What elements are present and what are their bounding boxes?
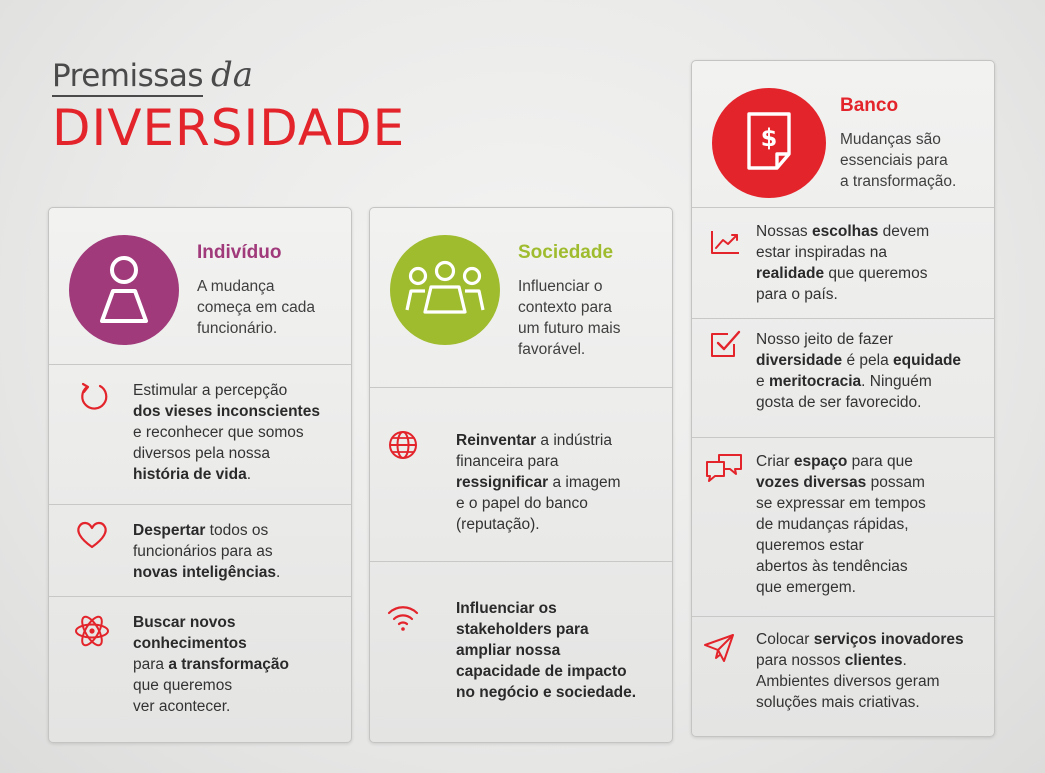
svg-text:$: $ — [760, 123, 778, 152]
text-line — [133, 422, 320, 443]
divider — [692, 207, 994, 208]
text-run: abertos às tendências — [756, 558, 908, 575]
checkbox-icon — [708, 327, 742, 361]
title-diversidade: DIVERSIDADE — [52, 99, 406, 157]
text-run: possam — [866, 474, 925, 491]
text-line — [456, 514, 621, 535]
title-line1 — [52, 55, 405, 97]
bold-run: Buscar novos — [133, 614, 236, 631]
text-run: Colocar — [756, 631, 814, 648]
person-icon — [96, 251, 152, 330]
divider — [49, 364, 351, 365]
text-run: diversos pela nossa — [133, 445, 270, 462]
atom-icon — [73, 612, 111, 650]
divider — [692, 437, 994, 438]
bold-run: ampliar nossa — [456, 642, 561, 659]
chat-bubbles-icon — [704, 451, 744, 485]
bold-run: novas inteligências — [133, 564, 276, 581]
text-run: a imagem — [548, 474, 621, 491]
text-run: financeira para — [456, 453, 559, 470]
divider — [692, 318, 994, 319]
text-run: . — [276, 564, 281, 581]
banco-item-3-text — [756, 629, 964, 713]
text-line — [756, 350, 961, 371]
wifi-icon — [386, 600, 420, 634]
text-run: gosta de ser favorecido. — [756, 394, 922, 411]
text-line — [756, 535, 926, 556]
bold-run: meritocracia — [768, 373, 862, 390]
text-line — [133, 541, 280, 562]
text-run: para — [133, 656, 169, 673]
title-premissas: Premissas — [52, 58, 203, 97]
desc-line: favorável. — [518, 341, 586, 358]
text-run: para o país. — [756, 286, 838, 303]
text-line — [756, 329, 961, 350]
text-line — [456, 493, 621, 514]
text-line — [756, 493, 926, 514]
text-line — [756, 577, 926, 598]
banco-item-1-text — [756, 329, 961, 413]
paper-plane-icon — [702, 631, 736, 665]
text-line — [133, 380, 320, 401]
desc-line: a transformação. — [840, 173, 957, 190]
desc-line: Influenciar o — [518, 278, 603, 295]
text-run: (reputação). — [456, 516, 540, 533]
text-line — [133, 696, 289, 717]
text-run: todos os — [205, 522, 269, 539]
sociedade-item-1-text — [456, 598, 636, 703]
text-line — [133, 401, 320, 422]
bold-run: serviços inovadores — [813, 631, 964, 648]
text-run: que emergem. — [756, 579, 856, 596]
text-line — [456, 598, 636, 619]
desc-line: um futuro mais — [518, 320, 621, 337]
text-line — [756, 629, 964, 650]
text-line — [756, 650, 964, 671]
text-run: de mudanças rápidas, — [756, 516, 909, 533]
bold-run: capacidade de impacto — [456, 663, 627, 680]
dollar-document-icon — [745, 110, 793, 177]
text-run: Ambientes diversos geram — [756, 673, 940, 690]
text-line — [456, 430, 621, 451]
text-run: Criar — [756, 453, 794, 470]
text-line — [756, 221, 929, 242]
text-run: e — [756, 373, 769, 390]
divider — [370, 561, 672, 562]
text-line — [133, 654, 289, 675]
sociedade-circle — [390, 235, 500, 345]
bold-run: dos vieses inconscientes — [133, 403, 320, 420]
desc-line: Mudanças são — [840, 131, 941, 148]
title-block — [52, 55, 405, 157]
text-run: se expressar em tempos — [756, 495, 926, 512]
text-line — [756, 692, 964, 713]
sociedade-desc — [518, 276, 621, 360]
text-run: . Ninguém — [861, 373, 932, 390]
group-icon — [403, 260, 487, 321]
bold-run: stakeholders para — [456, 621, 589, 638]
text-run: ver acontecer. — [133, 698, 231, 715]
text-run: soluções mais criativas. — [756, 694, 920, 711]
bold-run: realidade — [756, 265, 825, 282]
bold-run: conhecimentos — [133, 635, 247, 652]
text-run: e reconhecer que somos — [133, 424, 304, 441]
text-run: que queremos — [133, 677, 233, 694]
bold-run: escolhas — [812, 223, 879, 240]
cycle-arrow-icon — [77, 380, 111, 414]
text-line — [456, 661, 636, 682]
bold-run: espaço — [793, 453, 848, 470]
bold-run: história de vida — [133, 466, 247, 483]
divider — [49, 504, 351, 505]
card-individuo — [48, 207, 352, 743]
banco-desc — [840, 129, 956, 192]
text-line — [756, 371, 961, 392]
text-line — [133, 633, 289, 654]
text-run: para nossos — [756, 652, 845, 669]
divider — [49, 596, 351, 597]
text-line — [456, 451, 621, 472]
text-line — [133, 443, 320, 464]
globe-icon — [386, 428, 420, 462]
bold-run: Despertar — [133, 522, 206, 539]
text-run: Nossas — [756, 223, 812, 240]
text-run: para que — [847, 453, 913, 470]
text-line — [456, 682, 636, 703]
text-run: funcionários para as — [133, 543, 273, 560]
text-line — [133, 675, 289, 696]
text-line — [133, 520, 280, 541]
text-line — [756, 671, 964, 692]
individuo-title: Indivíduo — [197, 242, 282, 263]
text-line — [756, 392, 961, 413]
text-line — [756, 556, 926, 577]
bold-run: Influenciar os — [456, 600, 557, 617]
text-run: a indústria — [536, 432, 612, 449]
banco-item-2-text — [756, 451, 926, 598]
individuo-item-0-text — [133, 380, 320, 485]
sociedade-item-0-text — [456, 430, 621, 535]
sociedade-title: Sociedade — [518, 242, 614, 263]
text-run: Estimular a percepção — [133, 382, 288, 399]
individuo-circle — [69, 235, 179, 345]
desc-line: funcionário. — [197, 320, 278, 337]
divider — [370, 387, 672, 388]
text-line — [756, 472, 926, 493]
text-line — [756, 263, 929, 284]
bold-run: Reinventar — [456, 432, 537, 449]
text-run: queremos estar — [756, 537, 864, 554]
title-da: da — [211, 55, 254, 95]
text-run: . — [246, 466, 252, 483]
text-run: é pela — [842, 352, 894, 369]
banco-title: Banco — [840, 95, 899, 116]
bold-run: vozes diversas — [756, 474, 867, 491]
bold-run: equidade — [893, 352, 962, 369]
individuo-item-2-text — [133, 612, 289, 717]
individuo-desc — [197, 276, 315, 339]
desc-line: contexto para — [518, 299, 612, 316]
text-run: . — [902, 652, 907, 669]
text-line — [756, 284, 929, 305]
banco-item-0-text — [756, 221, 929, 305]
card-sociedade — [369, 207, 673, 743]
text-line — [756, 242, 929, 263]
trend-chart-icon — [708, 225, 742, 259]
banco-circle — [712, 88, 826, 198]
bold-run: clientes — [844, 652, 903, 669]
text-line — [456, 472, 621, 493]
bold-run: ressignificar — [456, 474, 549, 491]
desc-line: A mudança — [197, 278, 275, 295]
card-banco — [691, 60, 995, 737]
text-line — [133, 464, 320, 485]
divider — [692, 616, 994, 617]
heart-icon — [75, 518, 109, 552]
text-line — [133, 562, 280, 583]
text-line — [756, 451, 926, 472]
text-line — [456, 619, 636, 640]
desc-line: começa em cada — [197, 299, 316, 316]
text-line — [756, 514, 926, 535]
text-run: Nosso jeito de fazer — [756, 331, 893, 348]
text-run: e o papel do banco — [456, 495, 588, 512]
text-run: devem — [878, 223, 930, 240]
bold-run: diversidade — [756, 352, 843, 369]
desc-line: essenciais para — [840, 152, 948, 169]
bold-run: no negócio e sociedade. — [456, 684, 637, 701]
text-run: que queremos — [824, 265, 928, 282]
text-line — [456, 640, 636, 661]
individuo-item-1-text — [133, 520, 280, 583]
text-line — [133, 612, 289, 633]
text-run: estar inspiradas na — [756, 244, 887, 261]
bold-run: a transformação — [168, 656, 289, 673]
